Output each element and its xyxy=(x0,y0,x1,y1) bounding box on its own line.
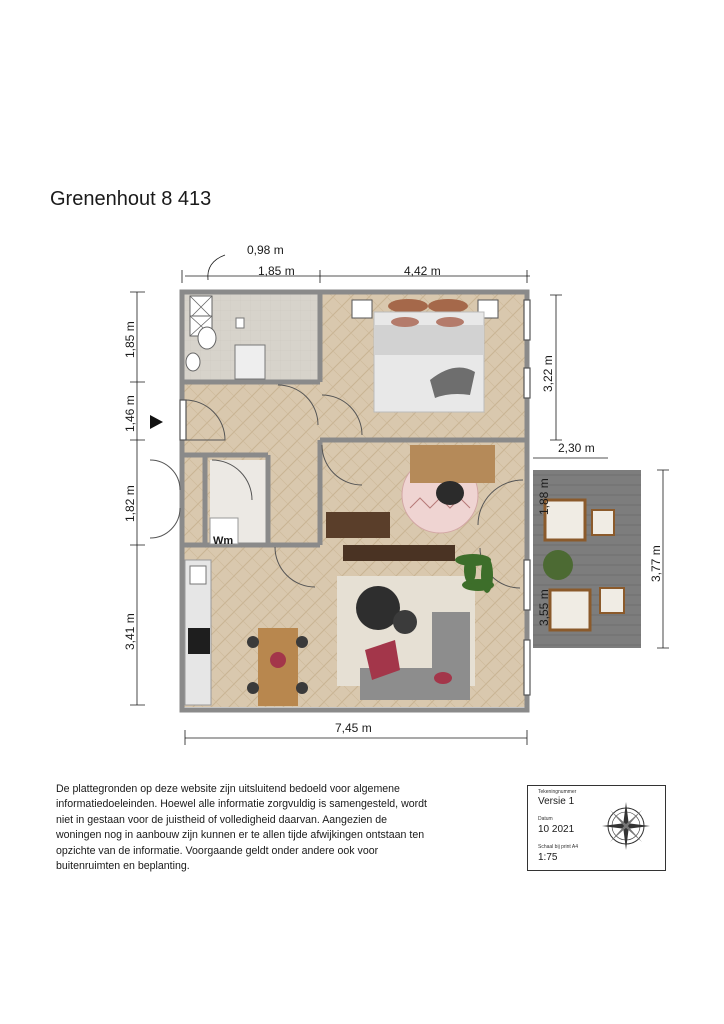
drawing-number: Versie 1 xyxy=(538,796,575,807)
date-label: Datum xyxy=(538,816,553,822)
scale-label: Schaal bij print A4 xyxy=(538,844,579,850)
dim-balcony-width: 2,30 m xyxy=(558,441,595,455)
dim-left-3: 1,82 m xyxy=(123,485,137,522)
toilet-icon xyxy=(198,327,216,349)
dim-inner-2: 3,55 m xyxy=(537,589,551,626)
disclaimer-line: woningen nog in aanbouw zijn kunnen er te allen tijde afwijkingen ontstaan ten xyxy=(56,829,425,842)
page-title: Grenenhout 8 413 xyxy=(50,188,212,210)
sink-kitchen-icon xyxy=(190,566,206,584)
date-value: 10 2021 xyxy=(538,824,575,835)
disclaimer-line: buitenruimten en beplanting. xyxy=(56,860,190,873)
disclaimer-line: informatiedoeleinden. Hoewel alle informatie zorgvuldig is samengesteld, wordt xyxy=(56,798,427,811)
disclaimer-line: niet in gestaan voor de juistheid of volledigheid daarvan. Aangezien de xyxy=(56,813,387,826)
compass-icon xyxy=(600,800,652,852)
dim-inner-1: 1,88 m xyxy=(537,478,551,515)
dim-bottom: 7,45 m xyxy=(335,721,372,735)
stove-icon xyxy=(188,628,210,654)
disclaimer-line: De plattegronden op deze website zijn uitsluitend bedoeld voor algemene xyxy=(56,783,400,795)
disclaimer-line: opzichte van de informatie. Voorgaande geldt onder andere ook voor xyxy=(56,844,379,857)
desk-icon xyxy=(410,445,495,483)
tv-cabinet xyxy=(343,545,455,561)
legend-box xyxy=(527,785,666,871)
dim-top-left: 1,85 m xyxy=(258,264,295,278)
sink-icon xyxy=(186,353,200,371)
shower-icon xyxy=(235,345,265,379)
dim-balcony-height: 3,77 m xyxy=(649,545,663,582)
dim-right-bedroom: 3,22 m xyxy=(541,355,555,392)
scale-value: 1:75 xyxy=(538,852,558,863)
dim-left-1: 1,85 m xyxy=(123,321,137,358)
dim-top-right: 4,42 m xyxy=(404,264,441,278)
bedroom-furniture xyxy=(352,299,498,412)
dim-door: 0,98 m xyxy=(247,243,284,257)
entrance-arrow-icon xyxy=(150,415,163,429)
disclaimer xyxy=(56,782,476,874)
dim-left-2: 1,46 m xyxy=(123,395,137,432)
label-wm: Wm xyxy=(213,535,234,547)
drawing-number-label: Tekeningnummer xyxy=(538,789,577,795)
dim-left-4: 3,41 m xyxy=(123,613,137,650)
